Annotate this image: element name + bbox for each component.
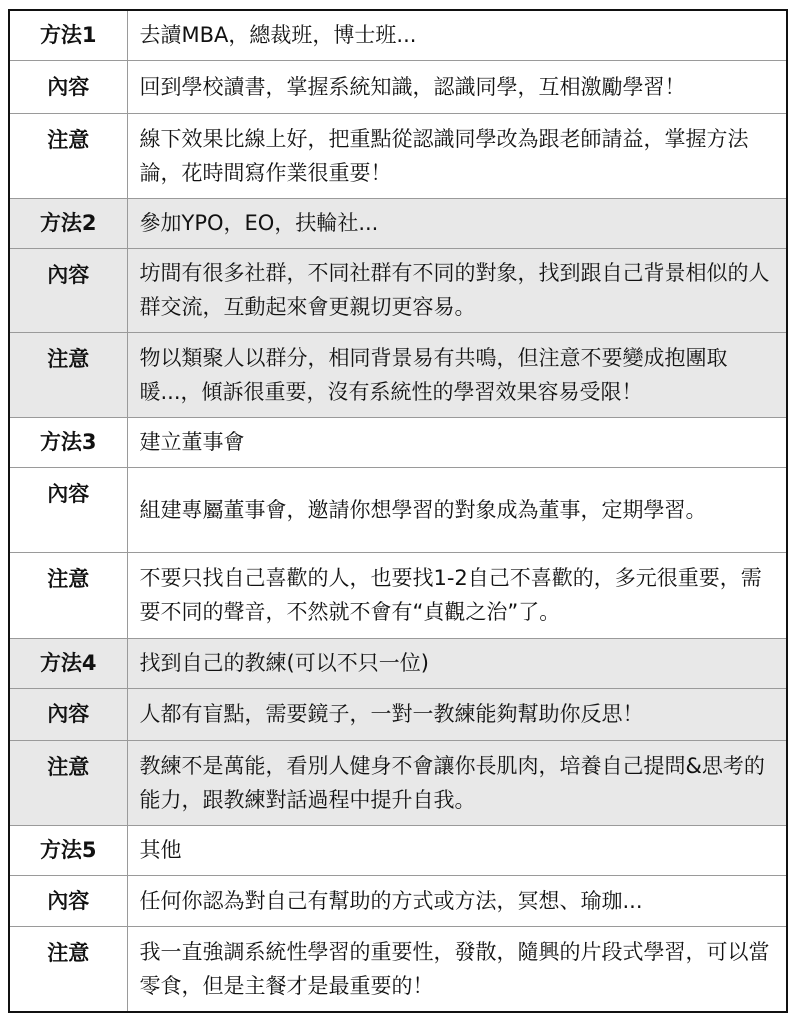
row-text: 坊間有很多社群，不同社群有不同的對象，找到跟自己背景相似的人群交流，互動起來會更親切更容易。	[127, 248, 786, 332]
methods-table-frame	[8, 9, 788, 1013]
row-text: 回到學校讀書，掌握系統知識，認識同學，互相激勵學習！	[127, 60, 786, 113]
method-3-content-row	[10, 467, 786, 552]
row-text: 線下效果比線上好，把重點從認識同學改為跟老師請益，掌握方法論，花時間寫作業很重要！	[127, 113, 786, 198]
row-label: 方法1	[10, 11, 127, 60]
row-label: 方法5	[10, 825, 127, 875]
row-text: 建立董事會	[127, 417, 786, 467]
method-4-content-row	[10, 688, 786, 740]
row-text: 任何你認為對自己有幫助的方式或方法，冥想、瑜珈...	[127, 875, 786, 926]
method-3-row	[10, 417, 786, 467]
row-label: 方法2	[10, 198, 127, 248]
method-4-note-row	[10, 740, 786, 825]
row-text: 參加YPO，EO，扶輪社...	[127, 198, 786, 248]
row-text: 教練不是萬能，看別人健身不會讓你長肌肉，培養自己提問&思考的能力，跟教練對話過程中提升自我。	[127, 740, 786, 825]
method-4-row	[10, 638, 786, 688]
method-3-note-row	[10, 552, 786, 638]
method-1-row	[10, 11, 786, 60]
row-label: 注意	[10, 113, 127, 198]
method-2-row	[10, 198, 786, 248]
method-5-note-row	[10, 926, 786, 1011]
method-5-content-row	[10, 875, 786, 926]
row-label: 注意	[10, 926, 127, 1011]
row-text: 我一直強調系統性學習的重要性，發散，隨興的片段式學習，可以當零食，但是主餐才是最重要的！	[127, 926, 786, 1011]
row-text: 找到自己的教練(可以不只一位)	[127, 638, 786, 688]
method-2-note-row	[10, 332, 786, 417]
method-1-note-row	[10, 113, 786, 198]
method-1-content-row	[10, 60, 786, 113]
method-2-content-row	[10, 248, 786, 332]
row-label: 內容	[10, 60, 127, 113]
row-text: 組建專屬董事會，邀請你想學習的對象成為董事，定期學習。	[127, 467, 786, 552]
row-label: 注意	[10, 552, 127, 638]
row-text: 不要只找自己喜歡的人，也要找1-2自己不喜歡的，多元很重要，需要不同的聲音，不然就不會有“貞觀之治”了。	[127, 552, 786, 638]
row-text: 其他	[127, 825, 786, 875]
row-label: 內容	[10, 688, 127, 740]
row-text: 去讀MBA，總裁班，博士班...	[127, 11, 786, 60]
method-5-row	[10, 825, 786, 875]
row-label: 方法3	[10, 417, 127, 467]
row-label: 內容	[10, 467, 127, 552]
row-label: 注意	[10, 332, 127, 417]
row-text: 人都有盲點，需要鏡子，一對一教練能夠幫助你反思！	[127, 688, 786, 740]
row-label: 注意	[10, 740, 127, 825]
row-label: 方法4	[10, 638, 127, 688]
row-label: 內容	[10, 875, 127, 926]
row-text: 物以類聚人以群分，相同背景易有共鳴，但注意不要變成抱團取暖...，傾訴很重要，沒有系統性的學習效果容易受限！	[127, 332, 786, 417]
methods-table	[10, 11, 786, 1011]
row-label: 內容	[10, 248, 127, 332]
